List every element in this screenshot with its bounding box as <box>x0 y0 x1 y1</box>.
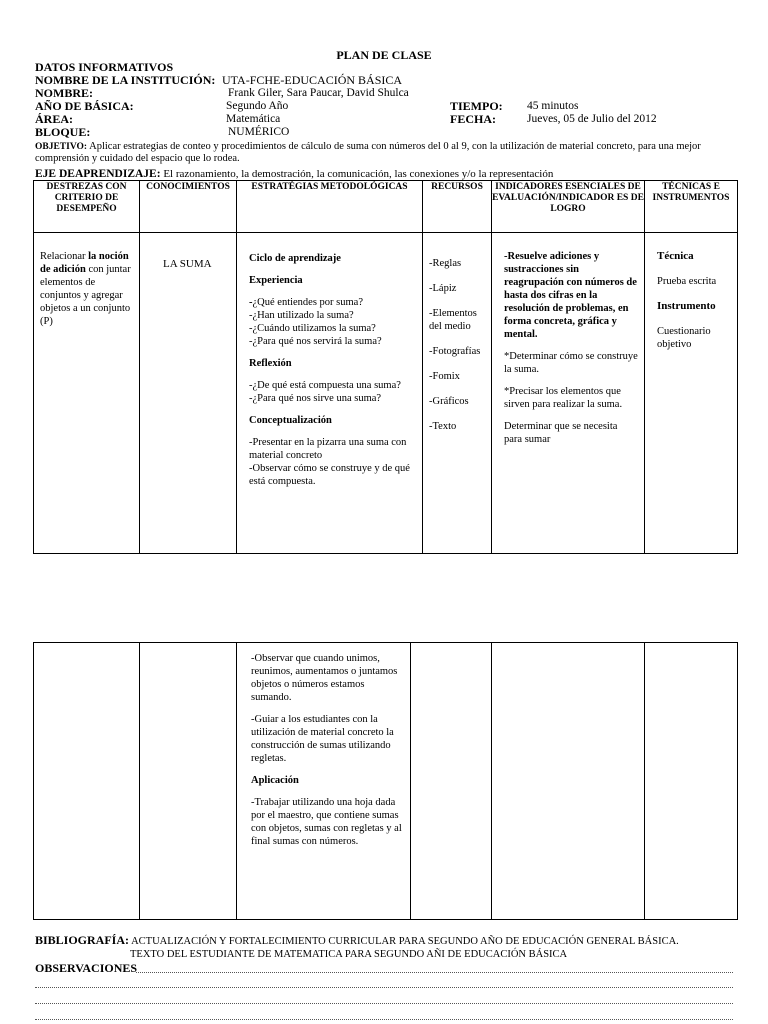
tiempo-value: 45 minutos <box>527 100 579 112</box>
destrezas-text <box>34 233 139 328</box>
area-value: Matemática <box>226 113 281 125</box>
ref-q1: -¿De qué está compuesta una suma? <box>249 380 401 391</box>
eje-text: El razonamiento, la demostración, la comunicación, las conexiones y/o la representación <box>163 168 554 180</box>
datos-heading: DATOS INFORMATIVOS <box>35 60 174 74</box>
area-label: ÁREA: <box>35 112 73 126</box>
header-tecnicas: TÉCNICAS E INSTRUMENTOS <box>645 181 738 233</box>
observaciones-line <box>35 1003 733 1004</box>
table-row <box>34 643 738 920</box>
bibliografia-line1: ACTUALIZACIÓN Y FORTALECIMIENTO CURRICULAR PARA SEGUNDO AÑO DE EDUCACIÓN GENERAL BÁSICA. <box>131 936 679 947</box>
instrumento-label: Instrumento <box>657 300 716 312</box>
observaciones-label: OBSERVACIONES <box>35 961 138 975</box>
observaciones-line <box>35 987 733 988</box>
recursos-cell <box>423 233 492 554</box>
exp-q3: -¿Cuándo utilizamos la suma? <box>249 323 376 334</box>
eje-aprendizaje <box>35 168 553 180</box>
anio-label: AÑO DE BÁSICA: <box>35 99 134 113</box>
indicador-2: *Determinar cómo se construye la suma. <box>504 351 638 375</box>
ref-q2: -¿Para qué nos sirve una suma? <box>249 393 382 404</box>
objetivo <box>35 141 735 165</box>
header-conocimientos: CONOCIMIENTOS <box>140 181 237 233</box>
recurso-item: -Texto <box>429 421 457 432</box>
tecnica-label: Técnica <box>657 250 694 262</box>
estrategias-content <box>237 233 422 488</box>
objetivo-label: OBJETIVO: <box>35 142 88 152</box>
institucion-label: NOMBRE DE LA INSTITUCIÓN: <box>35 73 216 87</box>
reflexion-questions <box>249 379 416 405</box>
continuation-empty-cell <box>140 643 237 920</box>
page-title: PLAN DE CLASE <box>336 48 432 62</box>
header-destrezas: DESTREZAS CON CRITERIO DE DESEMPEÑO <box>34 181 140 233</box>
institucion-value: UTA-FCHE-EDUCACIÓN BÁSICA <box>222 73 403 87</box>
exp-q4: -¿Para qué nos servirá la suma? <box>249 336 382 347</box>
eje-label: EJE DEAPRENDIZAJE: <box>35 168 161 180</box>
tecnicas-content <box>645 233 737 351</box>
estrategias-cell <box>237 233 423 554</box>
con-2: -Observar cómo se construye y de qué está compuesta. <box>249 463 410 487</box>
tecnica-value: Prueba escrita <box>657 276 717 287</box>
tiempo-label: TIEMPO: <box>450 99 503 113</box>
destrezas-cell <box>34 233 140 554</box>
experiencia-heading: Experiencia <box>249 275 303 286</box>
fecha-label: FECHA: <box>450 112 496 126</box>
bloque-value: NUMÉRICO <box>228 126 290 138</box>
bibliografia-label: BIBLIOGRAFÍA: <box>35 933 130 947</box>
conceptualizacion-items <box>249 436 416 488</box>
instrumento-value: Cuestionario objetivo <box>657 326 711 350</box>
continuation-content <box>237 643 410 848</box>
conceptualizacion-heading: Conceptualización <box>249 415 332 426</box>
recurso-item: -Reglas <box>429 258 462 269</box>
continuation-table <box>33 642 738 920</box>
nombre-label: NOMBRE: <box>35 86 93 100</box>
conocimientos-cell <box>140 233 237 554</box>
anio-value: Segundo Año <box>226 100 289 112</box>
continuation-p1: -Observar que cuando unimos, reunimos, aumentamos o juntamos objetos o números estamos sumando. <box>251 653 398 703</box>
destrezas-bold: la noción de adición <box>40 251 129 275</box>
con-1: -Presentar en la pizarra una suma con material concreto <box>249 437 407 461</box>
fecha-value: Jueves, 05 de Julio del 2012 <box>527 113 657 125</box>
destrezas-post: con juntar elementos de conjuntos y agregar objetos a un conjunto (P) <box>40 264 131 327</box>
continuation-estrategias-cell <box>237 643 411 920</box>
continuation-empty-cell <box>34 643 140 920</box>
continuation-empty-cell <box>411 643 492 920</box>
objetivo-text: Aplicar estrategias de conteo y procedimientos de cálculo de suma con números del 0 al 9, con la utilización de material concreto, para una mejor comprensión y cuidado del espacio que lo rodea. <box>35 141 701 164</box>
header-recursos: RECURSOS <box>423 181 492 233</box>
recurso-item: -Fotografías <box>429 346 481 357</box>
reflexion-heading: Reflexión <box>249 358 292 369</box>
indicador-3: *Precisar los elementos que sirven para realizar la suma. <box>504 386 623 410</box>
destrezas-pre: Relacionar <box>40 251 89 262</box>
conocimientos-text: LA SUMA <box>163 258 212 270</box>
table-row <box>34 233 738 554</box>
continuation-p3: -Trabajar utilizando una hoja dada por el maestro, que contiene sumas con objetos, sumas con regletas y al final sumas con números. <box>251 797 402 847</box>
bibliografia <box>35 934 679 948</box>
plan-table <box>33 180 738 554</box>
continuation-p2: -Guiar a los estudiantes con la utilización de material concreto la construcción de sumas utilizando regletas. <box>251 714 394 764</box>
indicadores-content <box>492 233 644 446</box>
exp-q2: -¿Han utilizado la suma? <box>249 310 354 321</box>
continuation-empty-cell <box>645 643 738 920</box>
exp-dash: - <box>249 297 253 308</box>
indicadores-cell <box>492 233 645 554</box>
observaciones-line <box>136 972 733 973</box>
table-header-row <box>34 181 738 233</box>
nombre-value: Frank Giler, Sara Paucar, David Shulca <box>228 87 409 99</box>
experiencia-questions <box>249 296 416 348</box>
recurso-item: -Lápiz <box>429 283 457 294</box>
aplicacion-heading: Aplicación <box>251 775 299 786</box>
recursos-list <box>423 233 491 433</box>
header-estrategias: ESTRATÉGIAS METODOLÓGICAS <box>237 181 423 233</box>
tecnicas-cell <box>645 233 738 554</box>
recurso-item: -Elementos del medio <box>429 308 477 332</box>
observaciones-line <box>35 1019 733 1020</box>
bibliografia-line2: TEXTO DEL ESTUDIANTE DE MATEMATICA PARA SEGUNDO AÑI DE EDUCACIÓN BÁSICA <box>130 949 568 960</box>
exp-q1: ¿Qué entiendes por suma? <box>252 297 364 308</box>
bloque-label: BLOQUE: <box>35 125 91 139</box>
recurso-item: -Gráficos <box>429 396 469 407</box>
continuation-empty-cell <box>492 643 645 920</box>
ciclo-heading: Ciclo de aprendizaje <box>249 253 341 264</box>
indicador-main: -Resuelve adiciones y sustracciones sin reagrupación con números de hasta dos cifras en la resolución de problemas, en forma concreta, gráfica y mental. <box>504 251 637 340</box>
indicador-4: Determinar que se necesita para sumar <box>504 421 618 445</box>
recurso-item: -Fomix <box>429 371 460 382</box>
header-indicadores: INDICADORES ESENCIALES DE EVALUACIÓN/INDICADOR ES DE LOGRO <box>492 181 645 233</box>
